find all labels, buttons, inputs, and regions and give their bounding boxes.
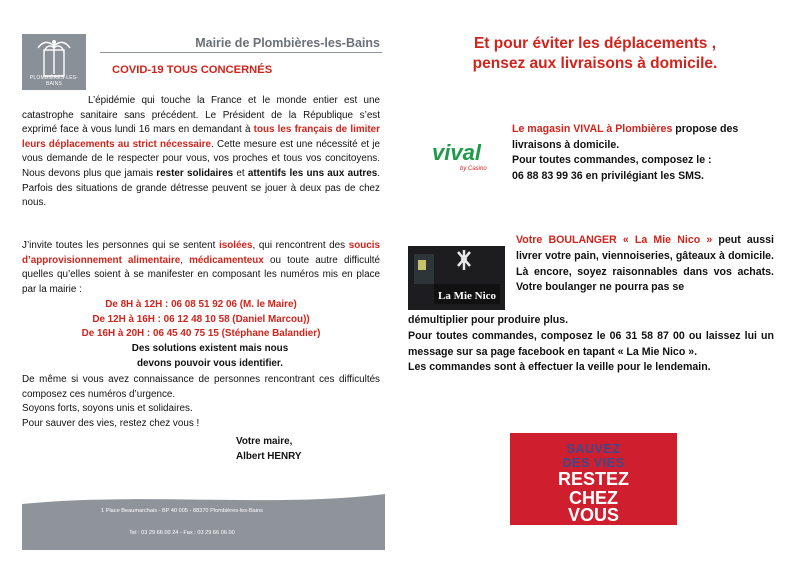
footer-phone: Tel : 03 29 66 00 24 - Fax : 03 29 66 06 00 bbox=[129, 530, 235, 536]
p2-text-b: , qui rencontrent des bbox=[252, 240, 349, 251]
banner-line-2: DES VIES bbox=[562, 456, 625, 470]
hotline-morning: De 8H à 12H : 06 08 51 92 06 (M. le Maire) bbox=[105, 299, 297, 310]
bakery-reasonable-text: Là encore, soyez raisonnables dans vos achats. Votre boulanger ne pourra pas se bbox=[516, 265, 774, 294]
p1-text-c: et bbox=[233, 167, 248, 179]
bakery-storefront-icon bbox=[408, 246, 505, 310]
bakery-info-bottom bbox=[408, 313, 774, 376]
footer-wave-shape bbox=[22, 490, 385, 510]
covid-title: COVID-19 TOUS CONCERNÉS bbox=[112, 64, 273, 76]
p2-highlight-1: isolées bbox=[219, 240, 253, 251]
p1-bold-1: rester solidaires bbox=[156, 167, 234, 179]
bakery-name: Votre BOULANGER « La Mie Nico » bbox=[516, 234, 713, 246]
p1-text-a: L’épidémie qui touche la France et le monde entier est une catastrophe sanitaire sans précédent. Le Président de la République s’est exprimé face à vous lundi 16 mars en demandant à bbox=[22, 95, 380, 136]
bakery-info-top bbox=[516, 233, 774, 296]
la-mie-nico-photo bbox=[408, 246, 505, 310]
title-divider bbox=[100, 52, 382, 53]
p1-bold-2: attentifs les uns aux autres bbox=[247, 167, 378, 179]
stay-home-banner bbox=[510, 433, 677, 525]
footer-address: 1 Place Beaumarchais - BP 40 005 - 88370 Plombières-les-Bains bbox=[101, 508, 263, 514]
vival-order-text: Pour toutes commandes, composez le : bbox=[512, 154, 712, 166]
delivery-title bbox=[410, 34, 780, 74]
bakery-deadline-text: Les commandes sont à effectuer la veille pour le lendemain. bbox=[408, 361, 711, 374]
p1-highlight: tous les français de limiter leurs déplacements au strict nécessaire bbox=[22, 124, 380, 150]
p1-text-b: . Cette mesure est une nécessité et je vous demande de le respecter pour vous, vos proches et tous vos concitoyens. Nous devons plus que jamais bbox=[22, 138, 380, 179]
letter-paragraph-2 bbox=[22, 239, 380, 297]
signature bbox=[236, 434, 301, 464]
solutions-line-2: devons pouvoir vous identifier. bbox=[137, 357, 283, 369]
vival-logo-sub: by Casino bbox=[460, 166, 487, 172]
vival-phone: 06 88 83 99 36 en privilégiant les SMS. bbox=[512, 169, 704, 182]
solutions-note bbox=[110, 342, 310, 371]
logo-caption: PLOMBIÈRES-LES-BAINS bbox=[29, 75, 79, 87]
banner-line-5: VOUS bbox=[567, 505, 619, 525]
p2-text-a: J’invite toutes les personnes qui se sentent bbox=[22, 240, 220, 251]
p2-highlight-2: soucis d’approvisionnement alimentaire bbox=[22, 240, 380, 266]
mairie-title: Mairie de Plombières-les-Bains bbox=[195, 36, 380, 50]
banner-line-4: CHEZ bbox=[569, 488, 618, 508]
letter-paragraph-3: De même si vous avez connaissance de personnes rencontrant ces difficultés composez ces numéros d’urgence. bbox=[22, 374, 380, 400]
vival-logo bbox=[430, 138, 492, 174]
vival-store-name: Le magasin VIVAL à Plombières bbox=[512, 123, 673, 135]
bakery-production-text: démultiplier pour produire plus. bbox=[408, 314, 569, 326]
town-emblem-icon bbox=[22, 34, 86, 80]
vival-info bbox=[512, 122, 780, 184]
town-logo bbox=[22, 34, 86, 90]
bakery-delivery-text: peut aussi livrer votre pain, viennoiseries, gâteaux à domicile. bbox=[516, 234, 774, 262]
p2-text-c: , bbox=[180, 254, 190, 266]
bakery-order-text: Pour toutes commandes, composez le 06 31 58 87 00 ou laissez lui un message sur sa page facebook en tapant « La Mie Nico ». bbox=[408, 329, 774, 358]
banner-line-1: SAUVEZ bbox=[566, 442, 621, 456]
hotline-afternoon: De 12H à 16H : 06 12 48 10 58 (Daniel Marcou)) bbox=[92, 314, 310, 325]
p2-highlight-3: médicamenteux bbox=[189, 254, 264, 266]
bakery-sign-text: La Mie Nico bbox=[438, 290, 497, 302]
hotline-evening: De 16H à 20H : 06 45 40 75 15 (Stéphane Balandier) bbox=[81, 328, 321, 339]
signature-title: Votre maire, bbox=[236, 436, 293, 447]
delivery-title-line-1: Et pour éviter les déplacements , bbox=[473, 35, 717, 52]
footer-band bbox=[22, 490, 385, 550]
p1-text-d: . Parfois des situations de grande détresse peuvent se jouer à deux pas de chez nous. bbox=[22, 167, 380, 209]
letter-paragraph-1 bbox=[22, 94, 380, 211]
solidarity-line: Soyons forts, soyons unis et solidaires. bbox=[22, 403, 193, 414]
signature-name: Albert HENRY bbox=[236, 451, 302, 462]
delivery-title-line-2: pensez aux livraisons à domicile. bbox=[472, 55, 718, 72]
p2-text-d: ou toute autre difficulté quelles qu’elles soient à se manifester en composant les numéros mis en place par la mairie : bbox=[22, 254, 380, 295]
vival-delivery-text: propose des livraisons à domicile. bbox=[512, 123, 739, 151]
vival-logo-text: vival bbox=[432, 140, 481, 165]
solutions-line-1: Des solutions existent mais nous bbox=[131, 343, 289, 354]
banner-line-3: RESTEZ bbox=[557, 469, 629, 489]
stay-home-line: Pour sauver des vies, restez chez vous ! bbox=[22, 418, 200, 429]
